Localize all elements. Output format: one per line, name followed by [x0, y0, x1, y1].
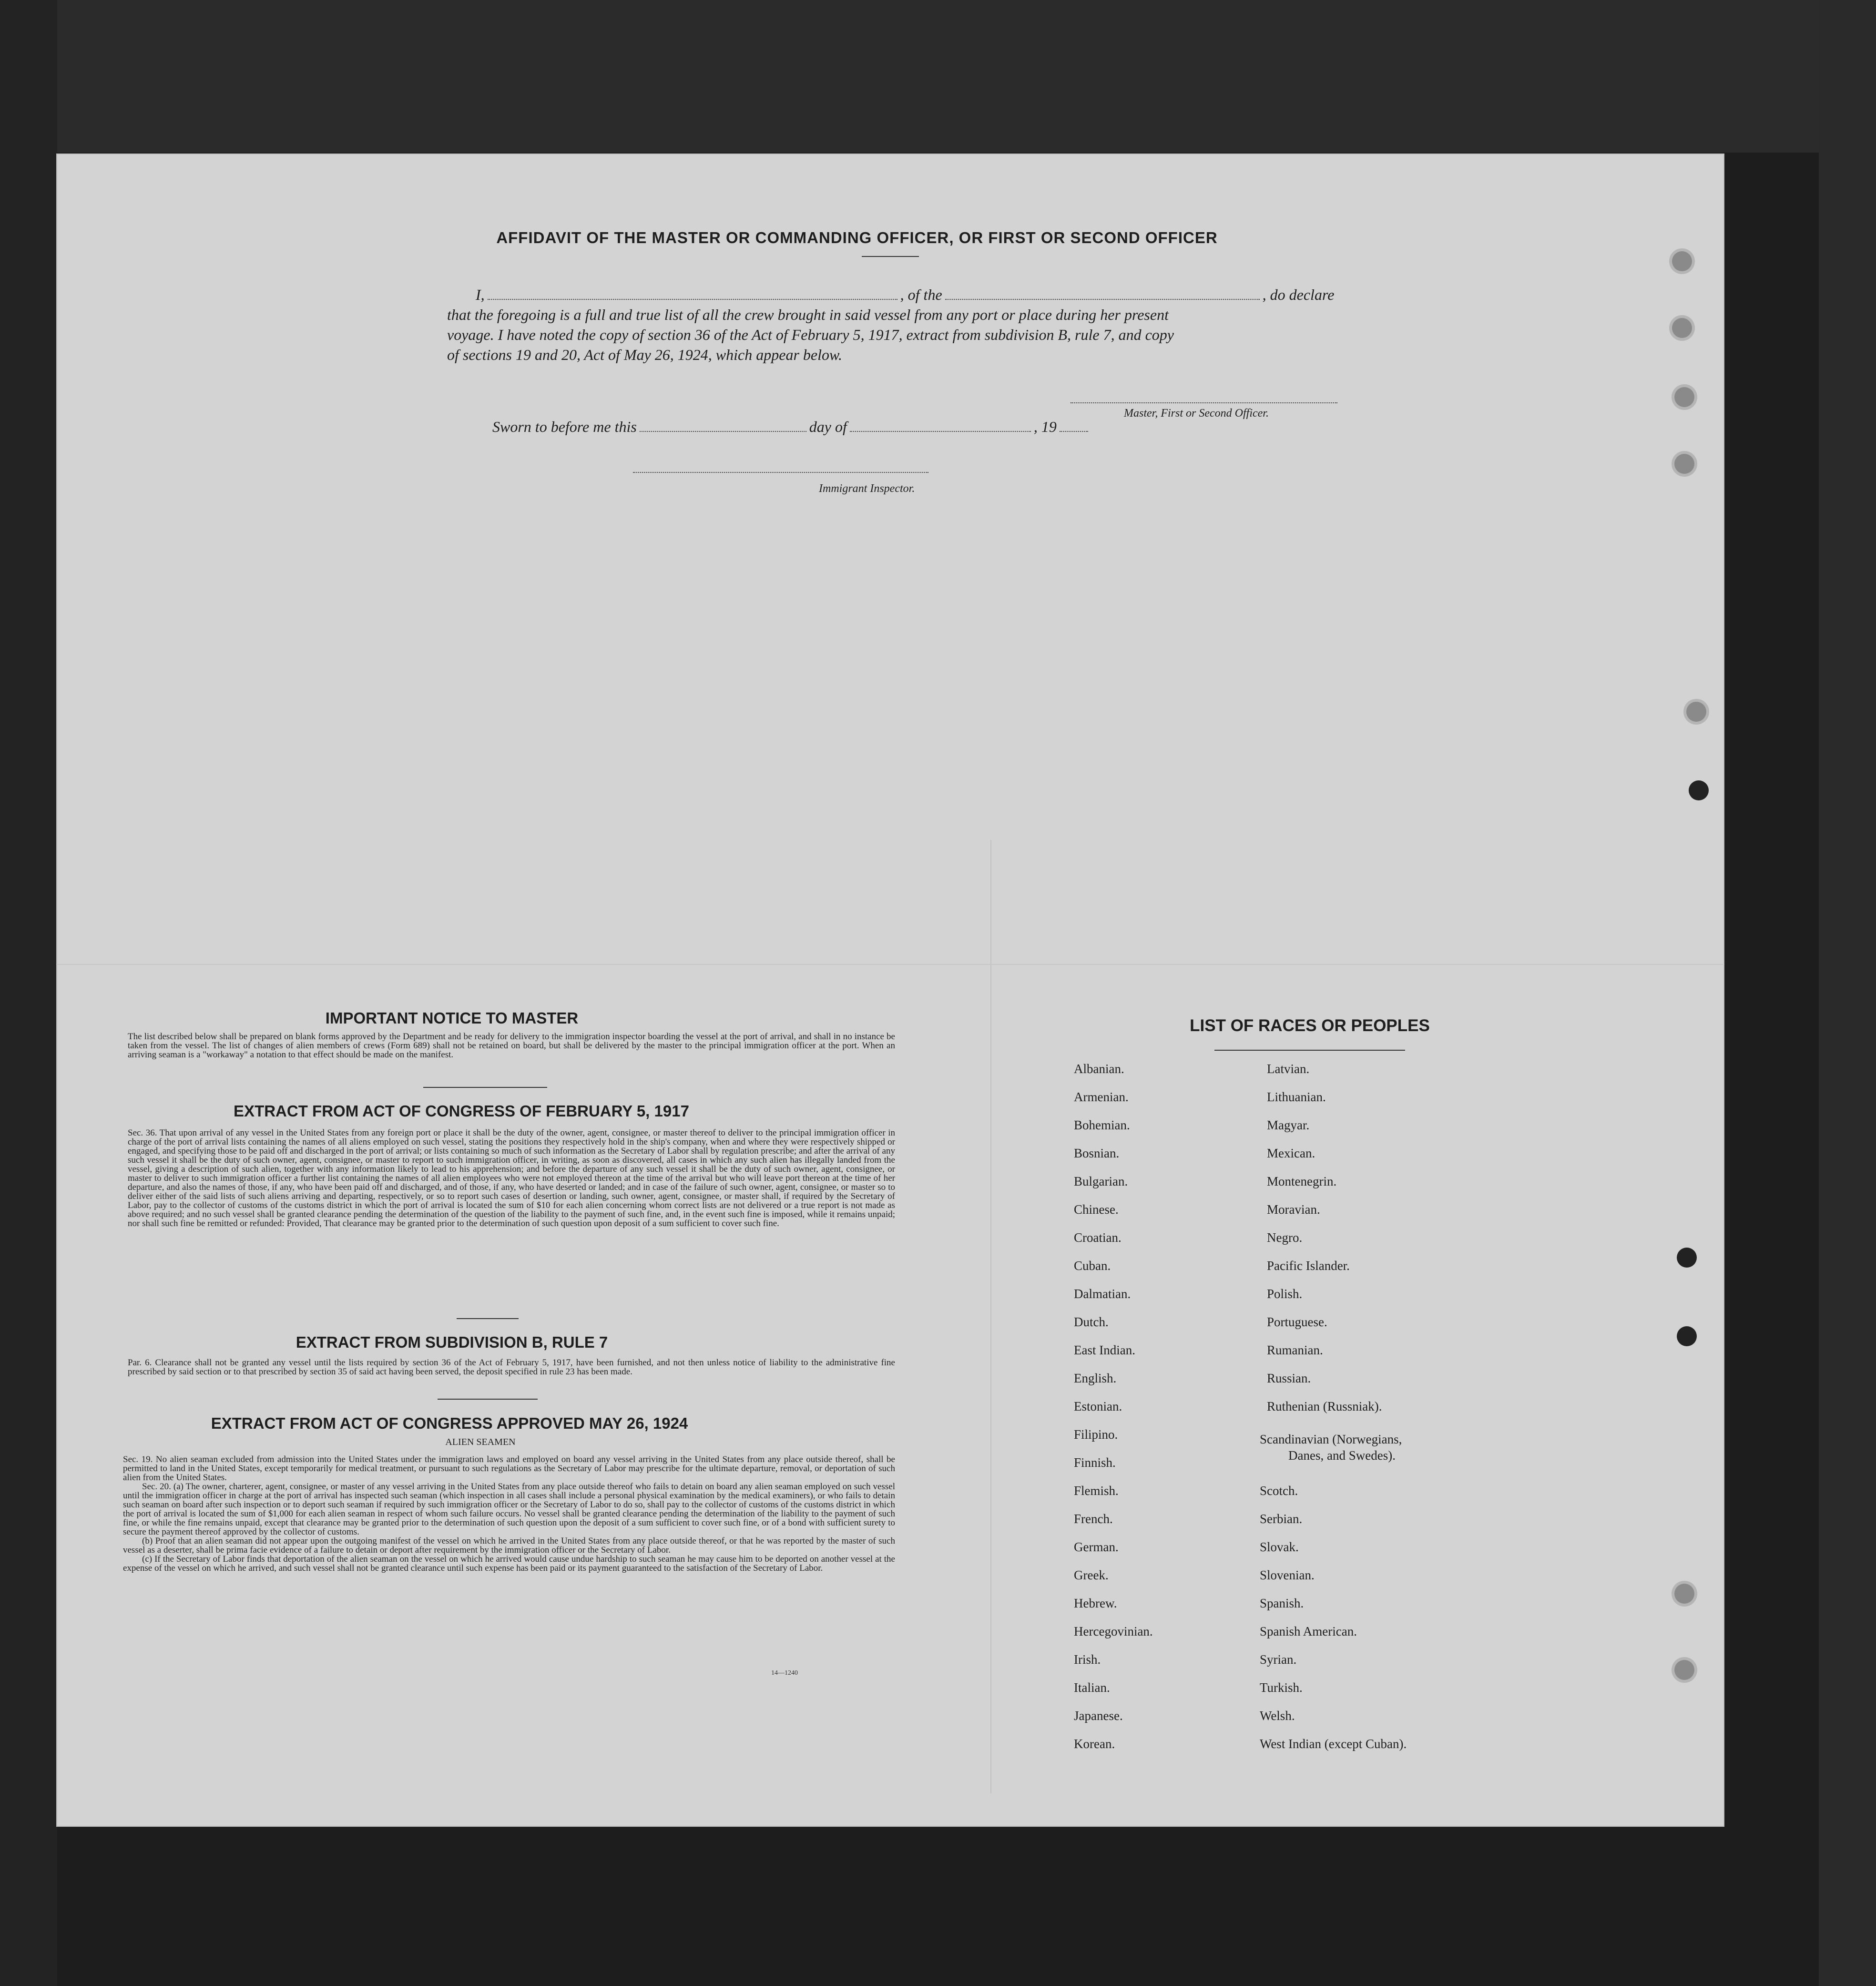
extract-1917-title: EXTRACT FROM ACT OF CONGRESS OF FEBRUARY 5, 1917: [234, 1102, 689, 1120]
sworn-month-field[interactable]: [850, 430, 1031, 432]
sec-20c-text: (c) If the Secretary of Labor finds that deportation of the alien seaman on the vessel on which he arrived would cause undue hardship to such seaman he may cause him to be deported on another vessel at the expense of the vessel on which he arrived, and such vessel shall not be granted clearance until such expense has been paid or its payment guaranteed to the satisfaction of the Secretary of Labor.: [123, 1554, 895, 1573]
name-field[interactable]: [488, 298, 897, 300]
binder-hole-icon: [1672, 251, 1692, 271]
sworn-day-field[interactable]: [640, 430, 806, 432]
race-item: Japanese.: [1074, 1709, 1123, 1723]
race-item: Dalmatian.: [1074, 1287, 1131, 1301]
race-item: West Indian (except Cuban).: [1260, 1737, 1407, 1751]
document-page: [56, 154, 1724, 1827]
race-item: Lithuanian.: [1267, 1090, 1326, 1104]
affidavit-of-the: , of the: [900, 286, 942, 303]
races-rule: [1214, 1050, 1405, 1051]
race-item: Spanish American.: [1260, 1624, 1357, 1638]
section-rule: [423, 1087, 547, 1088]
race-item: French.: [1074, 1512, 1113, 1526]
sworn-line: [492, 418, 1091, 436]
race-item: Bulgarian.: [1074, 1174, 1128, 1188]
race-item: Mexican.: [1267, 1146, 1315, 1160]
notice-text: The list described below shall be prepared on blank forms approved by the Department and be ready for delivery to the immigration inspector boarding the vessel at the port of arrival, and shall in no instance be taken from the vessel. The list of changes of alien members of crews (Form 689) shall not be retained on board, but shall be delivered by the master to the principal immigration officer at the port. When an arriving seaman is a "workaway" a notation to that effect should be made on the manifest.: [128, 1032, 895, 1060]
fold-line: [990, 840, 991, 1793]
scan-background-top: [0, 0, 1876, 153]
binder-hole-icon: [1672, 318, 1692, 338]
extract-1924-body: [123, 1455, 895, 1573]
affidavit-line-1: [476, 286, 1334, 304]
races-title: LIST OF RACES OR PEOPLES: [1190, 1016, 1430, 1035]
race-item: Chinese.: [1074, 1202, 1119, 1217]
race-item: Montenegrin.: [1267, 1174, 1337, 1188]
race-item: Slovenian.: [1260, 1568, 1315, 1582]
race-item: Croatian.: [1074, 1230, 1122, 1245]
race-item: Hebrew.: [1074, 1596, 1117, 1610]
year-prefix: , 19: [1033, 418, 1057, 435]
binder-hole-icon: [1674, 454, 1694, 474]
affidavit-title: AFFIDAVIT OF THE MASTER OR COMMANDING OFFICER, OR FIRST OR SECOND OFFICER: [496, 229, 1218, 246]
race-item: Latvian.: [1267, 1062, 1310, 1076]
sworn-label: Sworn to before me this: [492, 418, 637, 435]
section-rule: [457, 1318, 519, 1319]
race-item: Magyar.: [1267, 1118, 1310, 1132]
race-item: Moravian.: [1267, 1202, 1320, 1217]
extract-1917-text: Sec. 36. That upon arrival of any vessel in the United States from any foreign port or place it shall be the duty of the owner, agent, consignee, or master thereof to deliver to the principal immigration officer in charge of the port of arrival lists containing the names of all aliens employed on such vessel, stating the positions they respectively hold in the ship's company, when and where they were respectively shipped or engaged, and specifying those to be paid off and discharged in the port of arrival; or lists containing so much of such information as the Secretary of Labor shall by regulation prescribe; and after the arrival of any such vessel it shall be the duty of such owner, agent, consignee, or master to report to such immigration officer, in writing, as soon as discovered, all cases in which any such alien has illegally landed from the vessel, giving a description of such alien, together with any information likely to lead to his apprehension; and before the departure of any such vessel it shall be the duty of such owner, agent, consignee, or master to deliver to such immigration officer a further list containing the names of all alien employees who were not employed thereon at the time of the arrival but who will leave port thereon at the time of her departure, and also the names of those, if any, who have been paid off and discharged, and of those, if any, who have deserted or landed; and in case of the failure of such owner, agent, consignee, or master so to deliver either of the said lists of such aliens arriving and departing, respectively, or so to report such cases of desertion or landing, such owner, agent, consignee, or master shall, if required by the Secretary of Labor, pay to the collector of customs of the customs district in which the port of arrival is located the sum of $10 for each alien concerning whom correct lists are not delivered or a true report is not made as above required; and no such vessel shall be granted clearance pending the determination of the question of the liability to the payment of such fine, and, in the event such fine is imposed, while it remains unpaid; nor shall such fine be remitted or refunded: Provided, That clearance may be granted prior to the determination of such question upon deposit of a sum sufficient to cover such fine.: [128, 1128, 895, 1228]
race-item: Negro.: [1267, 1230, 1303, 1245]
race-item: Danes, and Swedes).: [1288, 1448, 1396, 1463]
race-item: German.: [1074, 1540, 1119, 1554]
scan-background-left: [0, 0, 57, 1986]
race-item: Dutch.: [1074, 1315, 1109, 1329]
binder-hole-icon: [1686, 702, 1706, 722]
race-item: Spanish.: [1260, 1596, 1304, 1610]
binder-hole-icon: [1689, 780, 1709, 800]
race-item: Albanian.: [1074, 1062, 1124, 1076]
master-signature-label: Master, First or Second Officer.: [1124, 407, 1269, 420]
extract-1924-title: EXTRACT FROM ACT OF CONGRESS APPROVED MAY 26, 1924: [211, 1414, 688, 1432]
race-item: Turkish.: [1260, 1680, 1303, 1695]
race-item: Greek.: [1074, 1568, 1109, 1582]
race-item: Scandinavian (Norwegians,: [1260, 1432, 1402, 1446]
section-rule: [438, 1399, 538, 1400]
notice-title: IMPORTANT NOTICE TO MASTER: [325, 1009, 579, 1027]
race-item: Korean.: [1074, 1737, 1115, 1751]
race-item: Russian.: [1267, 1371, 1311, 1385]
form-number: 14—1240: [771, 1669, 798, 1677]
race-item: Filipino.: [1074, 1427, 1118, 1442]
race-item: Slovak.: [1260, 1540, 1299, 1554]
race-item: Polish.: [1267, 1287, 1303, 1301]
affidavit-i: I,: [476, 286, 485, 303]
sec-20b-text: (b) Proof that an alien seaman did not appear upon the outgoing manifest of the vessel on which he arrived in the United States from any place outside thereof, or that he was reported by the master of such vessel as a deserter, shall be prima facie evidence of a failure to detain or deport after requirement by the immigration officer or the Secretary of Labor.: [123, 1536, 895, 1555]
subdiv-b-body: [128, 1358, 895, 1376]
race-item: Bohemian.: [1074, 1118, 1130, 1132]
inspector-signature-line[interactable]: [633, 472, 928, 473]
race-item: Estonian.: [1074, 1399, 1122, 1413]
race-item: Syrian.: [1260, 1652, 1297, 1667]
race-item: East Indian.: [1074, 1343, 1135, 1357]
sec-19-text: Sec. 19. No alien seaman excluded from admission into the United States under the immigration laws and employed on board any vessel arriving in the United States from any place outside thereof, shall be permitted to land in the United States, except temporarily for medical treatment, or pursuant to such regulations as the Secretary of Labor may prescribe for the ultimate departure, removal, or deportation of such alien from the United States.: [123, 1454, 895, 1483]
affidavit-line-3: voyage. I have noted the copy of section 36 of the Act of February 5, 1917, extract from subdivision B, rule 7, and copy: [447, 326, 1174, 343]
binder-hole-icon: [1677, 1326, 1697, 1346]
sworn-year-field[interactable]: [1060, 430, 1088, 432]
notice-body: [128, 1032, 895, 1059]
scan-background-right: [1819, 0, 1876, 1986]
race-item: Flemish.: [1074, 1484, 1119, 1498]
alien-seamen-subtitle: ALIEN SEAMEN: [445, 1437, 516, 1447]
binder-hole-icon: [1674, 387, 1694, 407]
race-item: Welsh.: [1260, 1709, 1295, 1723]
affidavit-line-2: that the foregoing is a full and true list of all the crew brought in said vessel from any port or place during her present: [447, 306, 1169, 323]
vessel-field[interactable]: [945, 298, 1260, 300]
race-item: Serbian.: [1260, 1512, 1303, 1526]
race-item: Pacific Islander.: [1267, 1259, 1350, 1273]
inspector-signature-label: Immigrant Inspector.: [819, 482, 915, 495]
affidavit-line-4: of sections 19 and 20, Act of May 26, 1924, which appear below.: [447, 346, 842, 363]
race-item: Finnish.: [1074, 1455, 1116, 1470]
fold-line-horizontal: [56, 964, 1724, 965]
race-item: Rumanian.: [1267, 1343, 1323, 1357]
day-of-label: day of: [809, 418, 847, 435]
subdiv-b-title: EXTRACT FROM SUBDIVISION B, RULE 7: [296, 1333, 608, 1351]
race-item: Italian.: [1074, 1680, 1110, 1695]
sec-20a-text: Sec. 20. (a) The owner, charterer, agent, consignee, or master of any vessel arriving in the United States from any place outside thereof who fails to detain on board any alien seaman employed on such vessel until the immigration officer in charge at the port of arrival has inspected such seaman (which inspection in all cases shall include a personal physical examination by the medical examiners), or who fails to detain such seaman on board after such inspection or to deport such seaman if required by such immigration officer or the Secretary of Labor to do so, shall pay to the collector of customs of the customs district in which the port of arrival is located the sum of $1,000 for each alien seaman in respect of whom such failure occurs. No vessel shall be granted clearance pending the determination of the liability to the payment of such fine, or while the fine remains unpaid, except that clearance may be granted prior to the determination of such question upon the deposit of a sum sufficient to cover such fine, or of a bond with sufficient surety to secure the payment thereof approved by the collector of customs.: [123, 1482, 895, 1537]
affidavit-declare: , do declare: [1262, 286, 1335, 303]
race-item: Armenian.: [1074, 1090, 1129, 1104]
binder-hole-icon: [1674, 1660, 1694, 1680]
race-item: Portuguese.: [1267, 1315, 1327, 1329]
binder-hole-icon: [1677, 1248, 1697, 1268]
master-signature-line[interactable]: [1071, 402, 1337, 403]
race-item: Irish.: [1074, 1652, 1101, 1667]
title-rule: [862, 256, 919, 257]
binder-hole-icon: [1674, 1584, 1694, 1604]
race-item: Bosnian.: [1074, 1146, 1120, 1160]
race-item: Cuban.: [1074, 1259, 1111, 1273]
subdiv-b-text: Par. 6. Clearance shall not be granted any vessel until the lists required by section 36 of the Act of February 5, 1917, have been furnished, and not then unless notice of liability to the administrative fine prescribed by said section or to that prescribed by section 35 of said act having been served, the deposit specified in rule 23 has been made.: [128, 1358, 895, 1377]
extract-1917-body: [128, 1128, 895, 1228]
race-item: Ruthenian (Russniak).: [1267, 1399, 1382, 1413]
race-item: Scotch.: [1260, 1484, 1298, 1498]
race-item: English.: [1074, 1371, 1117, 1385]
race-item: Hercegovinian.: [1074, 1624, 1153, 1638]
